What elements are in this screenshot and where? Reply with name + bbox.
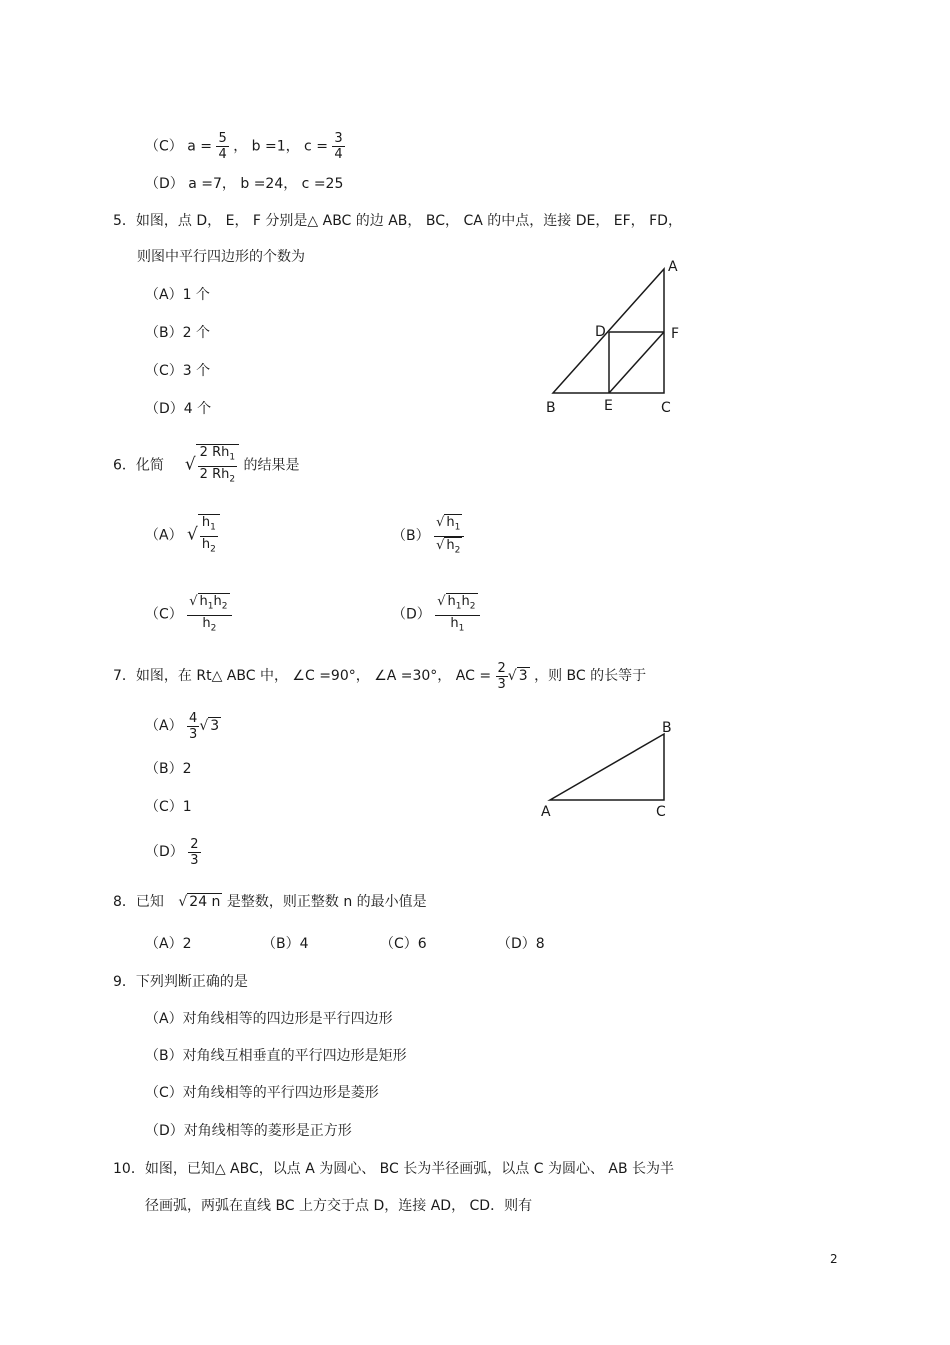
frac-num: √ $h_1h_2$: [187, 593, 231, 616]
radicand: [196, 444, 239, 487]
question-text: 如图，在 Rt△ ABC 中， ∠C =90°， ∠A =30°， AC =: [135, 668, 492, 684]
subscript: 1: [458, 623, 465, 634]
q9-option-c: （C）对角线相等的平行四边形是菱形: [145, 1085, 379, 1101]
text: h: [447, 594, 456, 609]
subscript: 2: [469, 601, 476, 612]
fraction: [187, 593, 231, 636]
subscript: 2: [210, 544, 216, 555]
radicand: 24 n: [189, 894, 221, 910]
text: h: [446, 515, 455, 530]
radicand: [198, 593, 230, 615]
question-number: 9．: [113, 974, 136, 990]
fraction: [332, 131, 344, 162]
fraction: [187, 711, 199, 742]
frac-den: [448, 616, 466, 637]
question-number: 7．: [113, 668, 136, 684]
q10-stem-line1: [113, 1160, 674, 1178]
fraction: [200, 515, 218, 557]
label-e: E: [604, 398, 613, 414]
fraction: [435, 593, 479, 636]
segment-ef: [609, 332, 664, 393]
option-tag: （C）: [145, 138, 183, 155]
text: h: [213, 594, 222, 609]
radicand: [446, 593, 478, 615]
option-text: ， b =1， c =: [233, 138, 328, 155]
option-tag: （B）: [392, 528, 430, 545]
question-text: 的结果是: [243, 457, 300, 474]
frac-num: 3: [334, 131, 343, 146]
frac-num: √ $h_1h_2$: [435, 593, 479, 616]
text: h: [199, 594, 208, 609]
q9-option-a: （A）对角线相等的四边形是平行四边形: [145, 1011, 393, 1027]
fraction: [188, 837, 200, 868]
text: h: [446, 537, 455, 553]
text: h: [461, 594, 470, 609]
sqrt-icon: √: [187, 524, 198, 545]
radicand: [444, 537, 462, 559]
q8-stem: [113, 893, 427, 911]
question-text: 已知: [135, 894, 164, 910]
frac-den: 3: [189, 726, 198, 742]
q10-stem-line2: 径画弧，两弧在直线 BC 上方交于点 D，连接 AD， CD．则有: [145, 1198, 533, 1214]
q7-triangle-figure: [530, 712, 690, 827]
q5-option-b: （B）2 个: [145, 325, 210, 341]
q8-option-b: （B）4: [262, 936, 309, 952]
label-f: F: [671, 326, 680, 342]
q6-option-c: [145, 593, 232, 636]
text: h: [202, 615, 211, 631]
radicand: [444, 514, 462, 536]
question-number: 8．: [113, 894, 136, 910]
option-tag: （D）: [392, 606, 431, 623]
frac-den: [200, 537, 218, 558]
option-tag: （A）: [145, 718, 183, 734]
q5-option-c: （C）3 个: [145, 363, 211, 379]
question-text: 下列判断正确的是: [135, 974, 248, 990]
q6-stem: [113, 444, 300, 487]
text: h: [201, 515, 211, 530]
label-b: B: [546, 400, 556, 416]
question-text: 如图，点 D， E， F 分别是△ ABC 的边 AB， BC， CA 的中点，连接 DE， EF， FD，: [135, 213, 682, 229]
question-text: 是整数，则正整数 n 的最小值是: [226, 894, 427, 910]
label-a: A: [668, 259, 678, 275]
q5-option-d: （D）4 个: [145, 401, 212, 417]
question-number: 6．: [113, 457, 136, 474]
frac-num: [200, 515, 218, 537]
frac-num: [198, 445, 237, 467]
q9-stem: [113, 973, 248, 991]
fraction: [496, 661, 508, 692]
subscript: 1: [210, 522, 216, 533]
label-d: D: [595, 324, 606, 340]
sqrt-icon: √: [184, 454, 196, 475]
text: 2 Rh: [199, 445, 230, 460]
subscript: 1: [207, 601, 214, 612]
sqrt-icon: √: [199, 718, 209, 734]
option-text: a =7， b =24， c =25: [188, 176, 344, 192]
frac-den: 3: [190, 852, 199, 868]
question-number: 5．: [113, 213, 136, 229]
q6-option-d: [392, 593, 480, 636]
sqrt-icon: √: [178, 894, 188, 910]
question-text: 化简: [135, 457, 164, 474]
q6-option-b: [392, 514, 464, 558]
question-number: 10．: [113, 1161, 145, 1177]
subscript: 1: [455, 601, 462, 612]
label-c: C: [656, 804, 666, 820]
radicand: 3: [210, 718, 220, 734]
page-number: 2: [830, 1252, 838, 1266]
frac-num: 5: [218, 131, 227, 146]
q7-option-d: [145, 834, 201, 870]
frac-num: √ $h_1$: [434, 514, 464, 537]
q8-option-a: （A）2: [145, 936, 192, 952]
frac-den: √ $h_2$: [434, 537, 464, 559]
question-text: ，则 BC 的长等于: [534, 668, 647, 684]
option-text: a =: [187, 138, 212, 155]
subscript: 2: [454, 545, 461, 556]
text: h: [450, 615, 459, 631]
q7-option-a: [145, 708, 221, 744]
text: h: [201, 536, 211, 552]
q9-option-b: （B）对角线互相垂直的平行四边形是矩形: [145, 1048, 407, 1064]
q8-option-d: （D）8: [497, 936, 545, 952]
frac-den: 3: [497, 676, 506, 692]
label-a: A: [541, 804, 551, 820]
subscript: 2: [229, 474, 236, 485]
sqrt-icon: √: [507, 668, 517, 684]
frac-num: 2: [497, 660, 506, 676]
q4-option-d: [145, 175, 343, 193]
label-b: B: [662, 720, 672, 736]
frac-den: 4: [218, 147, 227, 162]
label-c: C: [661, 400, 671, 416]
q5-option-a: （A）1 个: [145, 287, 210, 303]
fraction: [434, 514, 464, 558]
subscript: 2: [221, 601, 228, 612]
subscript: 1: [229, 452, 236, 463]
frac-den: [198, 467, 237, 488]
fraction: [216, 131, 228, 162]
q7-stem: [113, 658, 646, 694]
option-tag: （A）: [145, 527, 183, 544]
frac-num: 2: [190, 836, 199, 852]
subscript: 2: [210, 623, 217, 634]
q9-option-d: （D）对角线相等的菱形是正方形: [145, 1123, 352, 1139]
question-text: 如图，已知△ ABC，以点 A 为圆心、 BC 长为半径画弧，以点 C 为圆心、 AB 长为半: [144, 1161, 675, 1177]
triangle-abc: [550, 734, 664, 800]
radicand: [198, 514, 220, 557]
option-tag: （D）: [145, 176, 184, 192]
option-tag: （C）: [145, 606, 183, 623]
text: 2 Rh: [199, 466, 230, 482]
q7-option-b: （B）2: [145, 761, 192, 777]
q7-option-c: （C）1: [145, 799, 192, 815]
q8-option-c: （C）6: [380, 936, 427, 952]
option-tag: （D）: [145, 844, 184, 860]
q5-triangle-figure: [535, 255, 695, 420]
frac-den: 4: [334, 147, 343, 162]
subscript: 1: [454, 522, 461, 533]
radicand: 3: [518, 668, 528, 684]
q4-option-c: [145, 131, 345, 162]
q6-option-a: [145, 514, 220, 557]
frac-den: [200, 616, 218, 637]
q5-stem-line1: [113, 212, 682, 230]
q5-stem-line2: 则图中平行四边形的个数为: [137, 249, 305, 265]
fraction: [198, 445, 237, 487]
frac-num: 4: [189, 710, 198, 726]
